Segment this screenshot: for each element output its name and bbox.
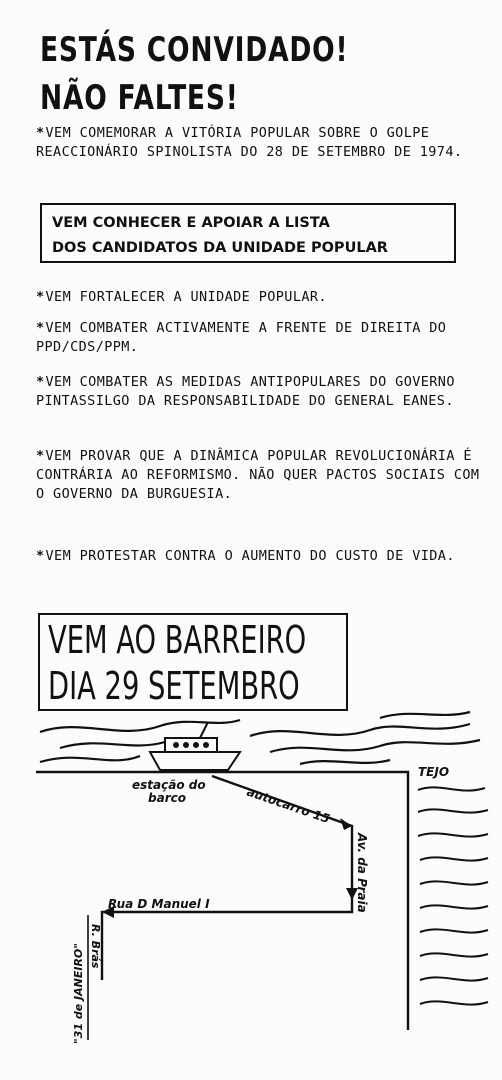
label-barco: barco <box>148 791 186 805</box>
label-tejo: TEJO <box>418 765 450 779</box>
label-estacao: estação do <box>132 778 206 792</box>
intro-text: VEM COMEMORAR A VITÓRIA POPULAR SOBRE O GOLPE REACCIONÁRIO SPINOLISTA DO 28 DE SETEMBRO DE 1974. <box>36 125 463 160</box>
item-text-2: VEM COMBATER ACTIVAMENTE A FRENTE DE DIREITA DO PPD/CDS/PPM. <box>36 320 447 355</box>
headline-invitation: ESTÁS CONVIDADO! <box>40 30 349 70</box>
bullet-star: * <box>36 125 45 141</box>
label-avenida: Av. da Praia <box>355 833 369 913</box>
label-31-janeiro: "31 de JANEIRO" <box>72 942 85 1044</box>
lista-line-2: DOS CANDIDATOS DA UNIDADE POPULAR <box>52 240 388 256</box>
lista-line-1: VEM CONHECER E APOIAR A LISTA <box>52 215 330 231</box>
bullet-star: * <box>36 548 45 564</box>
event-line-2: DIA 29 SETEMBRO <box>48 664 300 708</box>
label-rua-manuel: Rua D Manuel I <box>108 897 210 911</box>
boat-icon <box>150 722 240 770</box>
item-text-5: VEM PROTESTAR CONTRA O AUMENTO DO CUSTO DE VIDA. <box>45 548 455 564</box>
event-line-1: VEM AO BARREIRO <box>48 618 307 662</box>
bullet-star: * <box>36 320 45 336</box>
bullet-star: * <box>36 448 45 464</box>
tejo-waves <box>418 787 488 1004</box>
item-text-4: VEM PROVAR QUE A DINÂMICA POPULAR REVOLUCIONÁRIA É CONTRÁRIA AO REFORMISMO. NÃO QUER PACTOS SOCIAIS COM O GOVERNO DA BURGUESIA. <box>36 448 480 502</box>
bullet-star: * <box>36 374 45 390</box>
item-text-1: VEM FORTALECER A UNIDADE POPULAR. <box>45 289 327 305</box>
bullet-star: * <box>36 289 45 305</box>
label-autocarro: autocarro 15 <box>245 784 332 827</box>
river-waves <box>40 712 480 764</box>
item-text-3: VEM COMBATER AS MEDIDAS ANTIPOPULARES DO GOVERNO PINTASSILGO DA RESPONSABILIDADE DO GENERAL EANES. <box>36 374 455 409</box>
label-rua-bras: R. Brás <box>89 924 102 969</box>
headline-dont-miss: NÃO FALTES! <box>40 78 239 118</box>
